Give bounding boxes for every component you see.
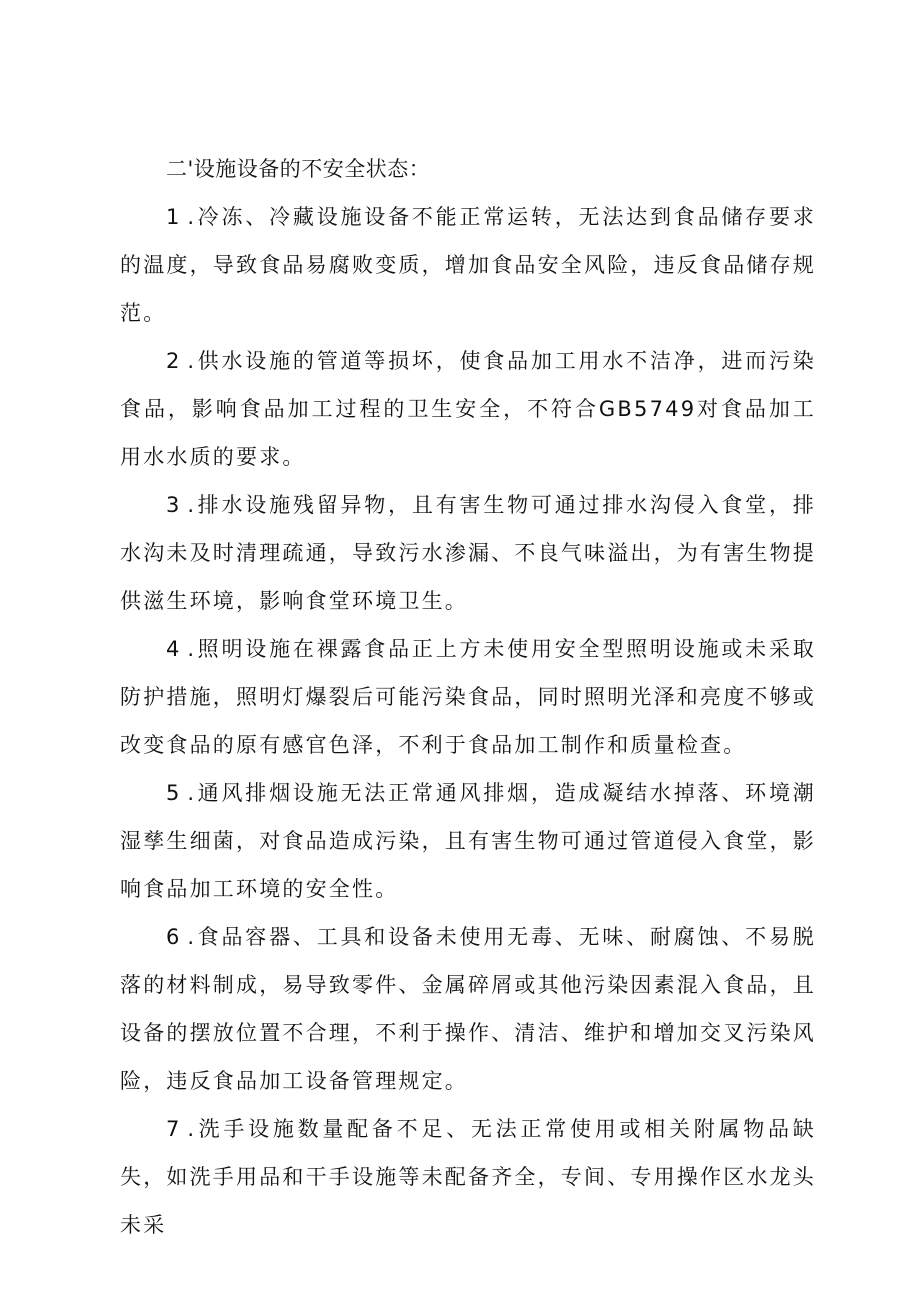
item-number: 4 bbox=[166, 637, 188, 661]
item-number: 6 bbox=[166, 925, 188, 949]
list-item bbox=[120, 769, 816, 913]
item-text: 供水设施的管道等损坏，使食品加工用水不洁净，进而污染食品，影响食品加工过程的卫生安全，不符合GB5749对食品加工用水水质的要求。 bbox=[120, 349, 816, 469]
item-number: 7 bbox=[166, 1117, 188, 1141]
list-item bbox=[120, 481, 816, 625]
section-heading: 二'设施设备的不安全状态： bbox=[166, 157, 431, 181]
item-separator: . bbox=[187, 1117, 198, 1141]
list-item bbox=[120, 193, 816, 337]
item-text: 洗手设施数量配备不足、无法正常使用或相关附属物品缺失，如洗手用品和干手设施等未配备齐全，专间、专用操作区水龙头未采 bbox=[120, 1117, 816, 1237]
item-number: 5 bbox=[166, 781, 188, 805]
item-text: 排水设施残留异物，且有害生物可通过排水沟侵入食堂，排水沟未及时清理疏通，导致污水渗漏、不良气味溢出，为有害生物提供滋生环境，影响食堂环境卫生。 bbox=[120, 493, 816, 613]
document-body bbox=[120, 145, 816, 1249]
list-item bbox=[120, 625, 816, 769]
item-text: 食品容器、工具和设备未使用无毒、无味、耐腐蚀、不易脱落的材料制成，易导致零件、金属碎屑或其他污染因素混入食品，且设备的摆放位置不合理，不利于操作、清洁、维护和增加交叉污染风险，违反食品加工设备管理规定。 bbox=[120, 925, 816, 1093]
list-item bbox=[120, 913, 816, 1105]
list-item bbox=[120, 337, 816, 481]
item-separator: . bbox=[187, 637, 198, 661]
list-item bbox=[120, 1105, 816, 1249]
item-number: 3 bbox=[166, 493, 188, 517]
item-number: 1 bbox=[166, 205, 188, 229]
item-separator: . bbox=[187, 349, 198, 373]
item-text: 冷冻、冷藏设施设备不能正常运转，无法达到食品储存要求的温度，导致食品易腐败变质，增加食品安全风险，违反食品储存规范。 bbox=[120, 205, 816, 325]
item-separator: . bbox=[187, 925, 198, 949]
item-separator: . bbox=[187, 493, 198, 517]
item-separator: . bbox=[187, 205, 198, 229]
item-number: 2 bbox=[166, 349, 188, 373]
item-separator: . bbox=[187, 781, 198, 805]
item-text: 通风排烟设施无法正常通风排烟，造成凝结水掉落、环境潮湿孳生细菌，对食品造成污染，且有害生物可通过管道侵入食堂，影响食品加工环境的安全性。 bbox=[120, 781, 816, 901]
item-text: 照明设施在裸露食品正上方未使用安全型照明设施或未采取防护措施，照明灯爆裂后可能污染食品，同时照明光泽和亮度不够或改变食品的原有感官色泽，不利于食品加工制作和质量检查。 bbox=[120, 637, 816, 757]
